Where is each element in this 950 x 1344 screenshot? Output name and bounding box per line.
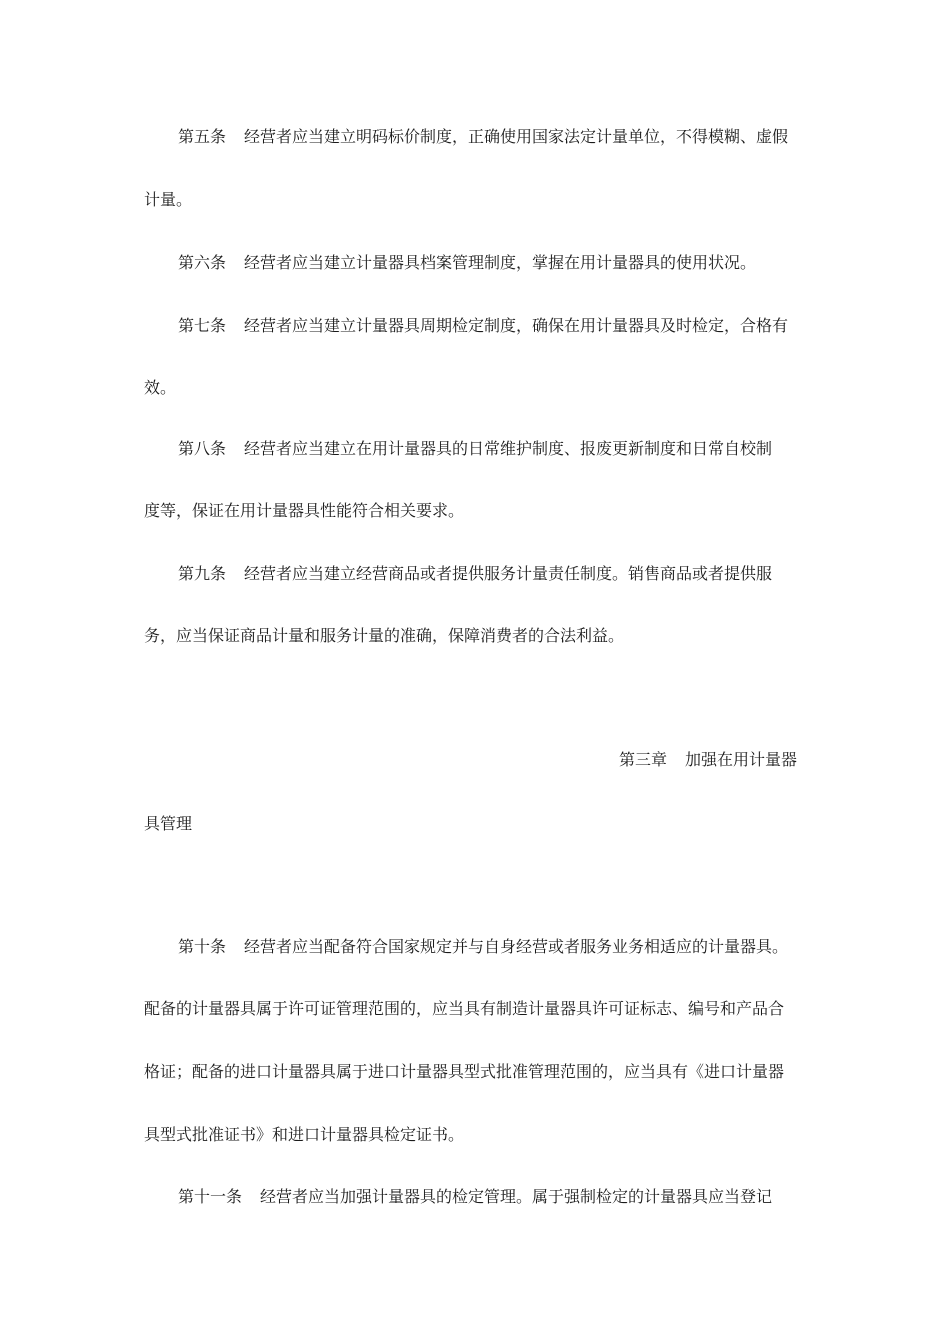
article-5-line-1 <box>178 127 810 147</box>
article-5-line-2: 计量。 <box>144 190 193 209</box>
chapter-title-part2: 具管理 <box>144 814 193 833</box>
article-10-line-3: 格证；配备的进口计量器具属于进口计量器具型式批准管理范围的，应当具有《进口计量器 <box>144 1062 785 1081</box>
article-8-text: 经营者应当建立在用计量器具的日常维护制度、报废更新制度和日常自校制 <box>244 439 773 458</box>
article-6-number: 第六条 <box>178 253 227 272</box>
article-6-text: 经营者应当建立计量器具档案管理制度，掌握在用计量器具的使用状况。 <box>244 253 757 272</box>
article-8-number: 第八条 <box>178 439 227 458</box>
article-9-text: 经营者应当建立经营商品或者提供服务计量责任制度。销售商品或者提供服 <box>244 564 773 583</box>
article-11-text: 经营者应当加强计量器具的检定管理。属于强制检定的计量器具应当登记 <box>260 1187 773 1206</box>
article-5-text: 经营者应当建立明码标价制度，正确使用国家法定计量单位，不得模糊、虚假 <box>244 127 789 146</box>
article-7-line-1 <box>178 316 810 336</box>
article-11-number: 第十一条 <box>178 1187 243 1206</box>
chapter-heading <box>619 750 797 770</box>
article-7-line-2: 效。 <box>144 378 177 397</box>
chapter-number: 第三章 <box>618 750 667 769</box>
article-7-number: 第七条 <box>178 316 227 335</box>
article-11-line-1 <box>178 1187 810 1207</box>
article-6-line-1 <box>178 253 810 273</box>
chapter-title-part1: 加强在用计量器 <box>684 750 797 769</box>
article-10-line-4: 具型式批准证书》和进口计量器具检定证书。 <box>144 1125 465 1144</box>
article-9-line-2: 务，应当保证商品计量和服务计量的准确，保障消费者的合法利益。 <box>144 626 625 645</box>
article-10-number: 第十条 <box>178 937 227 956</box>
article-7-text: 经营者应当建立计量器具周期检定制度，确保在用计量器具及时检定，合格有 <box>244 316 789 335</box>
article-10-text: 经营者应当配备符合国家规定并与自身经营或者服务业务相适应的计量器具。 <box>244 937 789 956</box>
article-9-number: 第九条 <box>178 564 227 583</box>
article-5-number: 第五条 <box>178 127 227 146</box>
article-10-line-2: 配备的计量器具属于许可证管理范围的，应当具有制造计量器具许可证标志、编号和产品合 <box>144 999 785 1018</box>
article-9-line-1 <box>178 564 810 584</box>
article-8-line-2: 度等，保证在用计量器具性能符合相关要求。 <box>144 501 465 520</box>
article-8-line-1 <box>178 439 810 459</box>
article-10-line-1 <box>178 937 810 957</box>
